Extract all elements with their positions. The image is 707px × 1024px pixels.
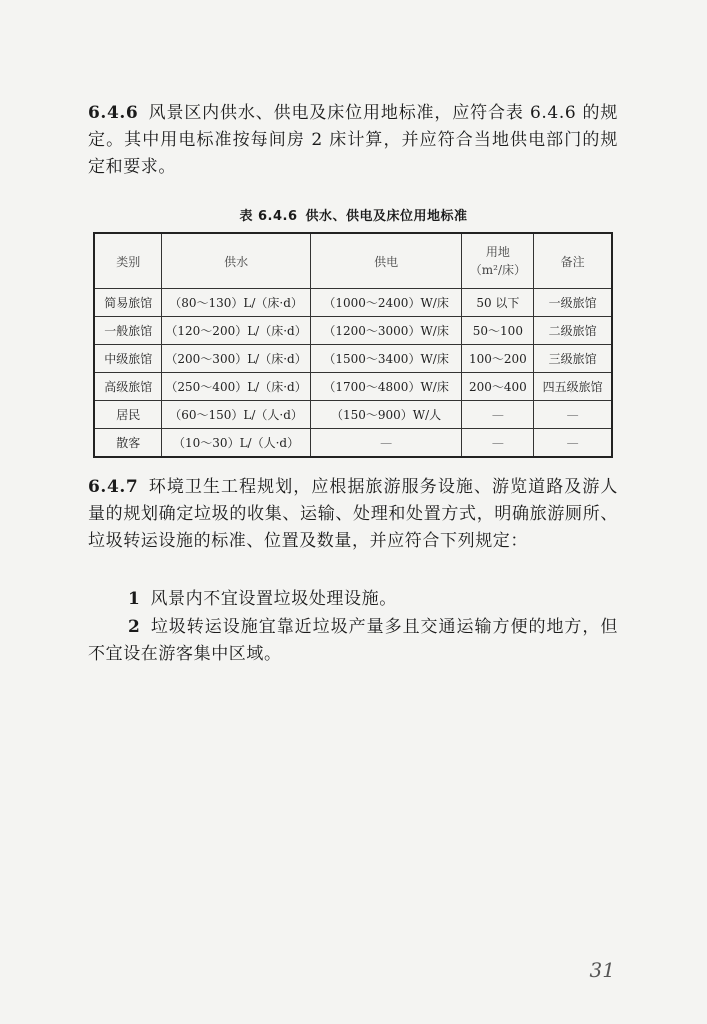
cell-category: 简易旅馆 [94, 289, 162, 317]
cell-category: 一般旅馆 [94, 317, 162, 345]
table-row [94, 373, 612, 401]
list-item [88, 586, 618, 613]
cell-land: 100～200 [462, 345, 534, 373]
cell-note: 三级旅馆 [534, 345, 612, 373]
item-text: 垃圾转运设施宜靠近垃圾产量多且交通运输方便的地方，但不宜设在游客集中区域。 [88, 617, 618, 664]
cell-note: 二级旅馆 [534, 317, 612, 345]
header-note: 备注 [534, 233, 612, 289]
cell-power: （1500～3400）W/床 [310, 345, 462, 373]
cell-power: （150～900）W/人 [310, 401, 462, 429]
header-power: 供电 [310, 233, 462, 289]
table-row [94, 429, 612, 458]
table-caption [0, 205, 707, 224]
cell-power: （1000～2400）W/床 [310, 289, 462, 317]
clause-number: 6.4.7 [88, 477, 139, 497]
clause-6-4-6 [88, 100, 618, 181]
clause-number: 6.4.6 [88, 103, 139, 123]
cell-land: 50 以下 [462, 289, 534, 317]
item-text: 风景内不宜设置垃圾处理设施。 [150, 589, 397, 609]
cell-note: — [534, 429, 612, 458]
table-row [94, 317, 612, 345]
standards-table [93, 232, 613, 458]
cell-category: 居民 [94, 401, 162, 429]
cell-category: 高级旅馆 [94, 373, 162, 401]
cell-water: （250～400）L/（床·d） [162, 373, 310, 401]
item-number: 1 [128, 589, 141, 609]
cell-water: （200～300）L/（床·d） [162, 345, 310, 373]
table-row [94, 345, 612, 373]
cell-power: （1200～3000）W/床 [310, 317, 462, 345]
header-land-unit: （m²/床） [469, 263, 526, 277]
table-header-row [94, 233, 612, 289]
cell-water: （60～150）L/（人·d） [162, 401, 310, 429]
cell-category: 中级旅馆 [94, 345, 162, 373]
item-number: 2 [128, 617, 141, 637]
cell-water: （80～130）L/（床·d） [162, 289, 310, 317]
cell-note: 一级旅馆 [534, 289, 612, 317]
clause-text: 环境卫生工程规划，应根据旅游服务设施、游览道路及游人量的规划确定垃圾的收集、运输、处理和处置方式，明确旅游厕所、垃圾转运设施的标准、位置及数量，并应符合下列规定： [88, 477, 618, 551]
cell-category: 散客 [94, 429, 162, 458]
cell-land: 50～100 [462, 317, 534, 345]
header-land [462, 233, 534, 289]
cell-power: （1700～4800）W/床 [310, 373, 462, 401]
list-item [88, 614, 618, 668]
header-category: 类别 [94, 233, 162, 289]
cell-power: — [310, 429, 462, 458]
cell-note: — [534, 401, 612, 429]
table-row [94, 401, 612, 429]
table-title: 供水、供电及床位用地标准 [305, 209, 468, 224]
table-row [94, 289, 612, 317]
cell-water: （120～200）L/（床·d） [162, 317, 310, 345]
cell-land: — [462, 401, 534, 429]
clause-text: 风景区内供水、供电及床位用地标准，应符合表 6.4.6 的规定。其中用电标准按每间房 2 床计算，并应符合当地供电部门的规定和要求。 [88, 103, 618, 177]
cell-land: — [462, 429, 534, 458]
clause-6-4-7 [88, 474, 618, 555]
table-number: 表 6.4.6 [239, 209, 298, 224]
page-number: 31 [589, 958, 615, 982]
header-land-label: 用地 [485, 245, 510, 259]
cell-note: 四五级旅馆 [534, 373, 612, 401]
cell-water: （10～30）L/（人·d） [162, 429, 310, 458]
cell-land: 200～400 [462, 373, 534, 401]
header-water: 供水 [162, 233, 310, 289]
